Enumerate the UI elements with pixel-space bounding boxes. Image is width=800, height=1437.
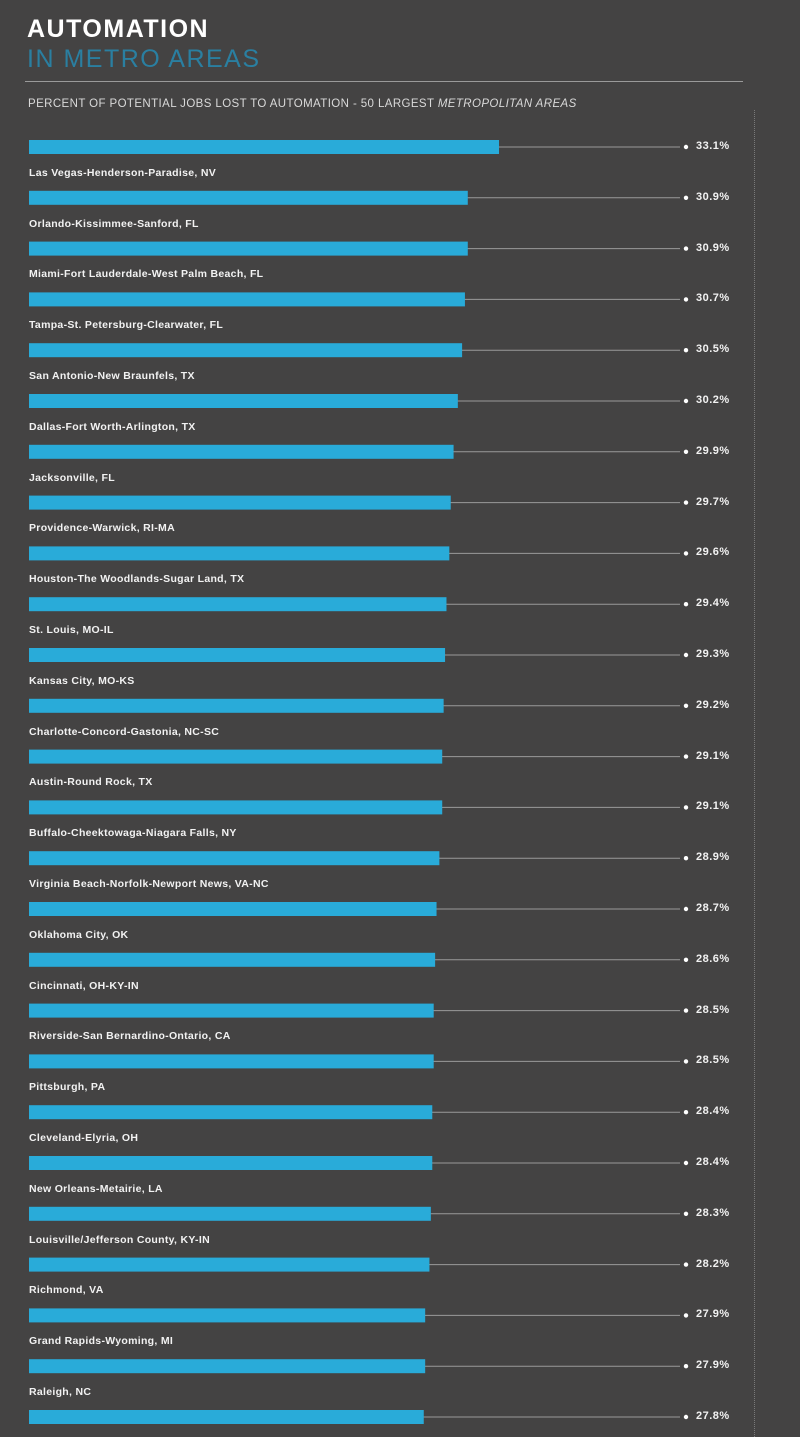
leader-dot	[684, 856, 688, 860]
category-label: Jacksonville, FL	[29, 471, 115, 484]
data-label: 29.4%	[696, 597, 730, 610]
leader-dot	[684, 653, 688, 657]
data-label: 29.1%	[696, 749, 730, 762]
chart-description-main: PERCENT OF POTENTIAL JOBS LOST TO AUTOMATION - 50 LARGEST	[28, 98, 438, 110]
category-label: Cincinnati, OH-KY-IN	[29, 979, 139, 992]
leader-dot	[684, 1313, 688, 1317]
category-label: Raleigh, NC	[29, 1386, 92, 1398]
data-label: 28.4%	[696, 1105, 730, 1118]
bar	[29, 750, 442, 764]
data-label: 30.2%	[696, 394, 730, 406]
category-label: Oklahoma City, OK	[29, 928, 129, 941]
leader-dot	[684, 1161, 688, 1165]
category-label: Buffalo-Cheektowaga-Niagara Falls, NY	[29, 827, 237, 840]
category-label: St. Louis, MO-IL	[29, 624, 114, 636]
leader-dot	[684, 1008, 688, 1012]
data-label: 29.6%	[696, 546, 730, 559]
chart-subtitle-accent: IN METRO AREAS	[27, 45, 261, 73]
data-label: 28.5%	[696, 1054, 730, 1067]
category-label: Tampa-St. Petersburg-Clearwater, FL	[29, 319, 224, 332]
category-label: Las Vegas-Henderson-Paradise, NV	[29, 166, 217, 179]
category-label: Kansas City, MO-KS	[29, 674, 135, 687]
bar	[29, 1156, 432, 1170]
bar	[29, 394, 458, 408]
data-label: 29.2%	[696, 698, 730, 711]
category-label: Grand Rapids-Wyoming, MI	[29, 1335, 174, 1348]
data-label: 28.6%	[696, 952, 730, 965]
data-label: 29.1%	[696, 800, 730, 813]
leader-dot	[684, 399, 688, 403]
leader-dot	[684, 1415, 688, 1419]
category-label: Louisville/Jefferson County, KY-IN	[29, 1233, 210, 1246]
bar	[29, 648, 445, 662]
leader-dot	[684, 297, 688, 301]
leader-dot	[684, 246, 688, 250]
category-label: Houston-The Woodlands-Sugar Land, TX	[29, 573, 245, 586]
data-label: 28.3%	[696, 1206, 730, 1219]
data-label: 30.5%	[696, 343, 730, 356]
bar	[29, 546, 449, 560]
bar	[29, 1258, 429, 1272]
bar	[29, 140, 499, 154]
leader-dot	[684, 704, 688, 708]
data-label: 28.2%	[696, 1257, 730, 1270]
data-label: 27.8%	[696, 1410, 730, 1422]
leader-dot	[684, 348, 688, 352]
data-label: 29.3%	[696, 648, 730, 660]
category-label: Pittsburgh, PA	[29, 1081, 106, 1094]
data-label: 27.9%	[696, 1359, 730, 1372]
bar	[29, 597, 446, 611]
bar	[29, 953, 435, 967]
bar	[29, 1207, 431, 1221]
category-label: Riverside-San Bernardino-Ontario, CA	[29, 1030, 231, 1043]
bar	[29, 1308, 425, 1322]
leader-dot	[684, 805, 688, 809]
leader-dot	[684, 602, 688, 606]
data-label: 30.7%	[696, 292, 730, 305]
bar	[29, 445, 454, 459]
bar	[29, 292, 465, 306]
data-label: 30.9%	[696, 190, 730, 203]
data-label: 28.4%	[696, 1156, 730, 1168]
category-label: Virginia Beach-Norfolk-Newport News, VA-NC	[29, 878, 269, 890]
category-label: New Orleans-Metairie, LA	[29, 1182, 163, 1195]
leader-dot	[684, 1212, 688, 1216]
leader-dot	[684, 1110, 688, 1114]
data-label: 33.1%	[696, 140, 730, 152]
bar	[29, 1359, 425, 1373]
bar	[29, 851, 439, 865]
leader-dot	[684, 145, 688, 149]
chart-description-italic: METROPOLITAN AREAS	[437, 98, 577, 110]
category-label: Austin-Round Rock, TX	[29, 776, 153, 789]
leader-dot	[684, 1364, 688, 1368]
category-label: San Antonio-New Braunfels, TX	[29, 370, 195, 382]
leader-dot	[684, 196, 688, 200]
data-label: 28.9%	[696, 851, 730, 864]
category-label: Cleveland-Elyria, OH	[29, 1132, 139, 1144]
bar	[29, 800, 442, 814]
chart-title: AUTOMATION	[27, 15, 210, 43]
category-label: Miami-Fort Lauderdale-West Palm Beach, FL	[29, 268, 264, 281]
leader-dot	[684, 1262, 688, 1266]
bar	[29, 1004, 434, 1018]
data-label: 30.9%	[696, 241, 730, 254]
bar	[29, 496, 451, 510]
leader-dot	[684, 754, 688, 758]
data-label: 28.7%	[696, 902, 730, 914]
data-label: 27.9%	[696, 1308, 730, 1321]
bar	[29, 343, 462, 357]
data-label: 28.5%	[696, 1003, 730, 1016]
category-label: Richmond, VA	[29, 1284, 104, 1297]
leader-dot	[684, 907, 688, 911]
leader-dot	[684, 450, 688, 454]
bar	[29, 902, 437, 916]
bar	[29, 191, 468, 205]
leader-dot	[684, 500, 688, 504]
leader-dot	[684, 958, 688, 962]
data-label: 29.9%	[696, 444, 730, 457]
data-label: 29.7%	[696, 495, 730, 508]
leader-dot	[684, 1059, 688, 1063]
bar	[29, 1410, 424, 1424]
bar	[29, 242, 468, 256]
bar	[29, 699, 444, 713]
leader-dot	[684, 551, 688, 555]
category-label: Providence-Warwick, RI-MA	[29, 522, 175, 535]
bar	[29, 1105, 432, 1119]
category-label: Charlotte-Concord-Gastonia, NC-SC	[29, 725, 220, 738]
bar	[29, 1054, 434, 1068]
category-label: Dallas-Fort Worth-Arlington, TX	[29, 420, 196, 433]
category-label: Orlando-Kissimmee-Sanford, FL	[29, 217, 199, 230]
